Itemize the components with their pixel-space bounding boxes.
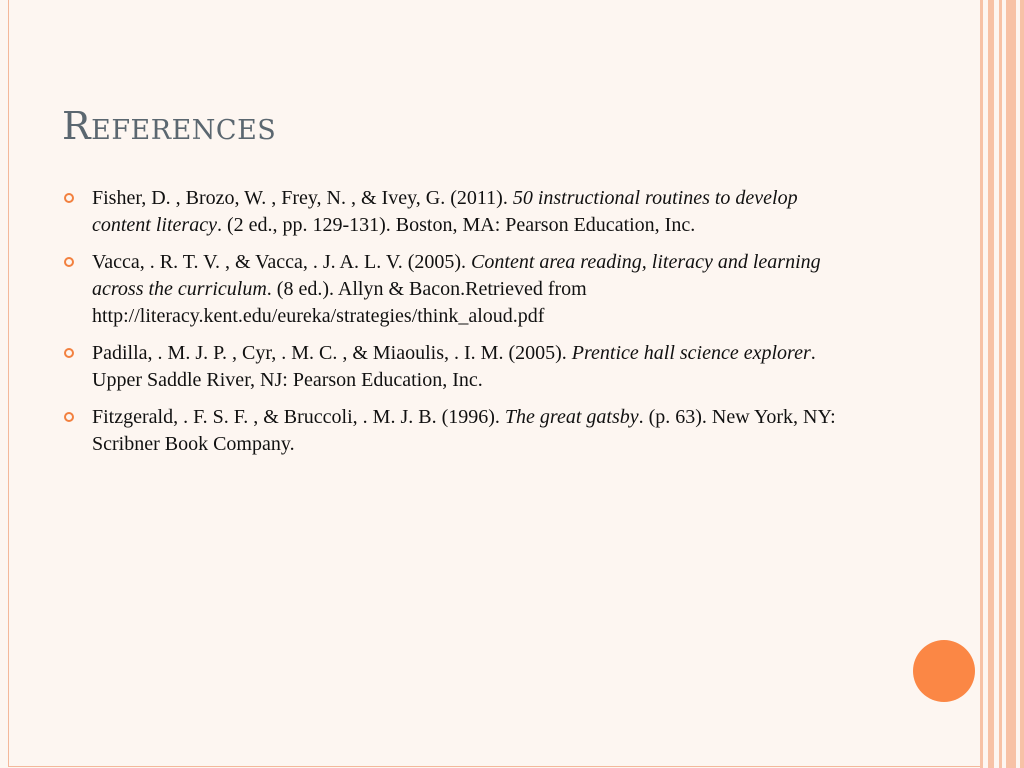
decorative-circle bbox=[913, 640, 975, 702]
reference-publication: . (8 ed.). Allyn & Bacon.Retrieved from http://literacy.kent.edu/eureka/strategies/think_aloud.pdf bbox=[92, 278, 587, 327]
reference-title: The great gatsby bbox=[504, 406, 639, 428]
reference-title: Content area reading, literacy and learning across the curriculum bbox=[92, 251, 821, 300]
right-stripe-3 bbox=[999, 0, 1002, 768]
reference-authors: Vacca, . R. T. V. , & Vacca, . J. A. L. V. (2005). bbox=[92, 251, 472, 273]
reference-item bbox=[60, 340, 850, 394]
reference-publication: . (p. 63). New York, NY: Scribner Book Company. bbox=[92, 406, 836, 455]
reference-publication: . Upper Saddle River, NJ: Pearson Education, Inc. bbox=[92, 342, 816, 391]
right-stripe-1 bbox=[980, 0, 983, 768]
reference-item bbox=[60, 185, 850, 239]
bullet-ring-icon bbox=[64, 412, 74, 422]
reference-publication: . (2 ed., pp. 129-131). Boston, MA: Pearson Education, Inc. bbox=[216, 214, 696, 236]
reference-authors: Fitzgerald, . F. S. F. , & Bruccoli, . M. J. B. (1996). bbox=[92, 406, 505, 428]
right-stripe-4 bbox=[1006, 0, 1016, 768]
slide-title: References bbox=[62, 104, 277, 148]
reference-authors: Fisher, D. , Brozo, W. , Frey, N. , & Ivey, G. (2011). bbox=[92, 187, 513, 209]
reference-title: Prentice hall science explorer bbox=[571, 342, 811, 364]
right-stripe-5 bbox=[1020, 0, 1024, 768]
bullet-ring-icon bbox=[64, 257, 74, 267]
bullet-ring-icon bbox=[64, 348, 74, 358]
right-stripe-2 bbox=[988, 0, 994, 768]
bullet-ring-icon bbox=[64, 193, 74, 203]
reference-title: 50 instructional routines to develop content literacy bbox=[92, 187, 798, 236]
reference-list bbox=[60, 185, 850, 468]
reference-item bbox=[60, 249, 850, 330]
reference-authors: Padilla, . M. J. P. , Cyr, . M. C. , & Miaoulis, . I. M. (2005). bbox=[92, 342, 572, 364]
reference-item bbox=[60, 404, 850, 458]
